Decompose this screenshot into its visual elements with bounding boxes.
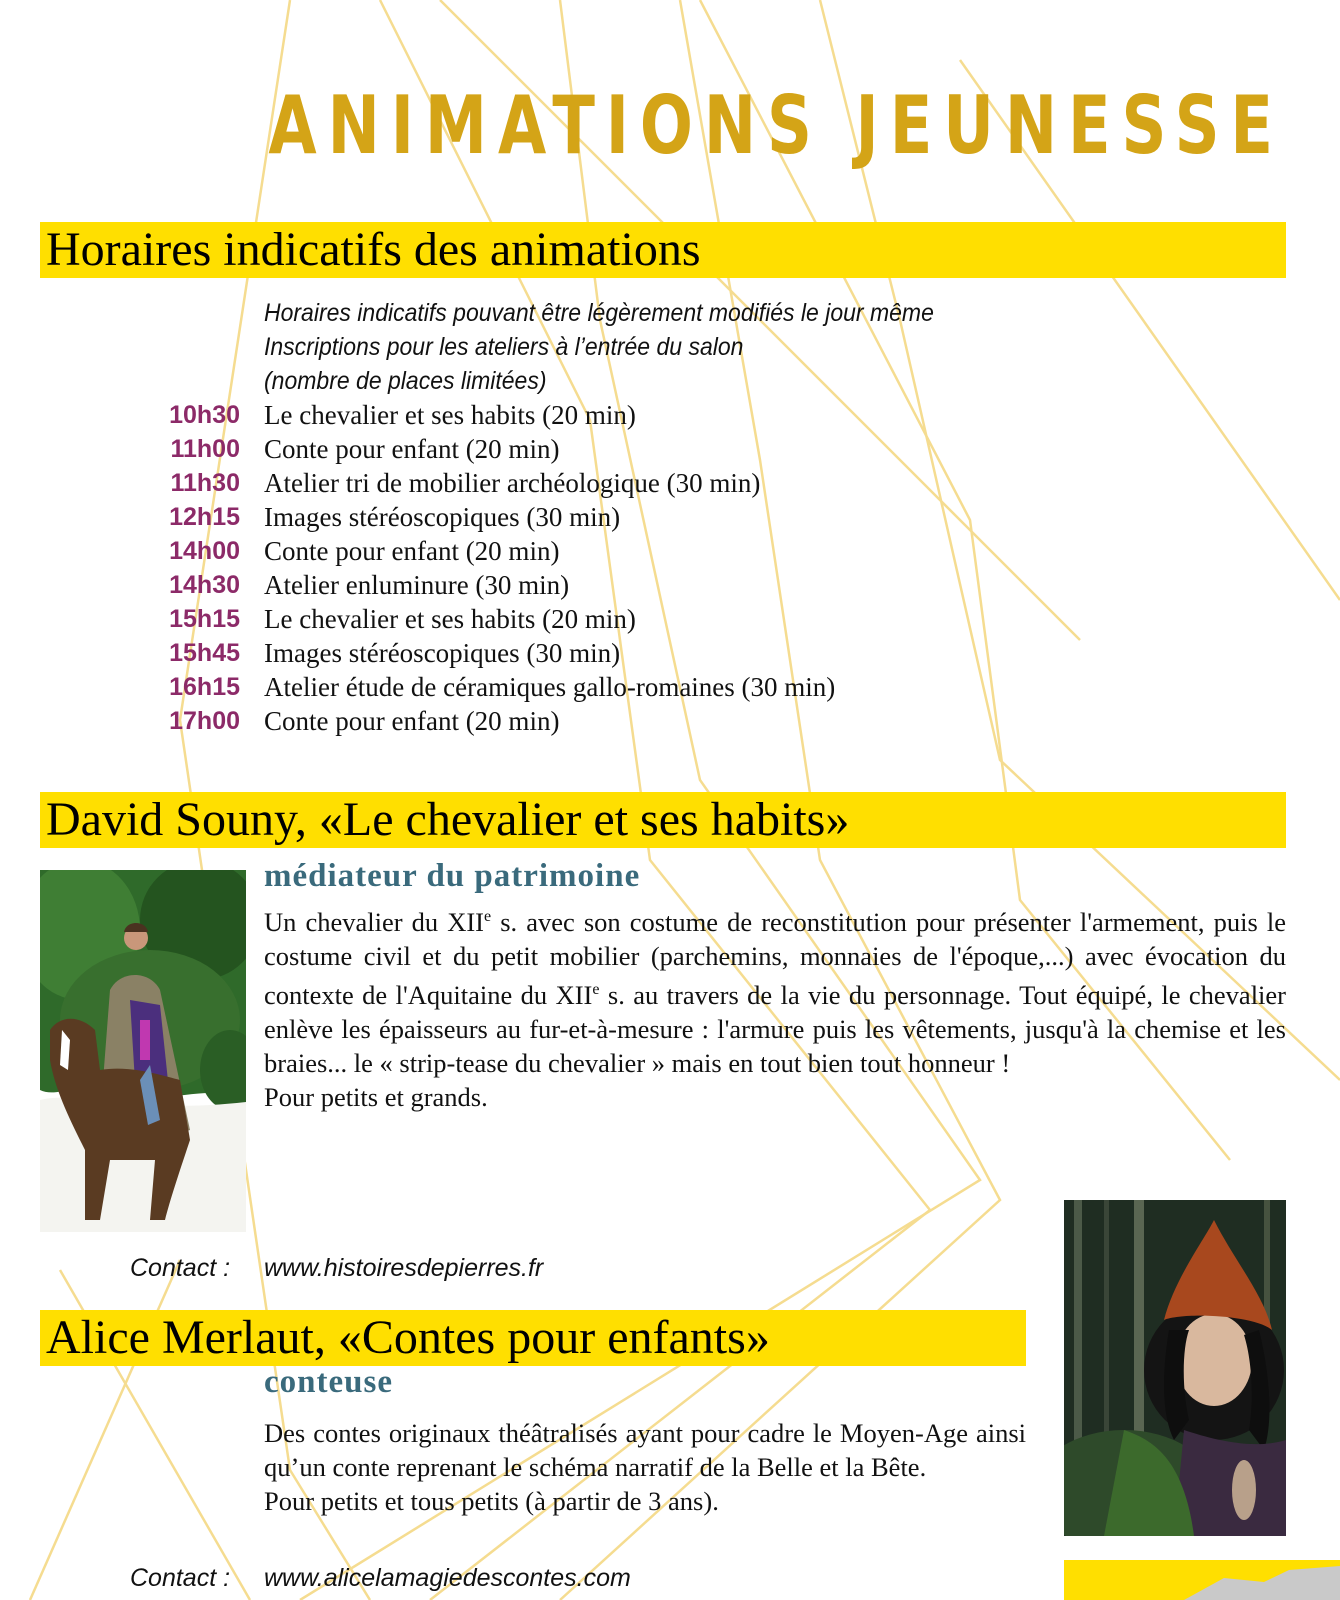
schedule-note: Inscriptions pour les ateliers à l’entrée du salon [264, 333, 744, 361]
schedule-label: Conte pour enfant (20 min) [264, 705, 560, 736]
schedule-heading: Horaires indicatifs des animations [40, 222, 1286, 278]
storyteller-photo [1064, 1200, 1286, 1536]
schedule-row [140, 500, 835, 534]
alice-heading: Alice Merlaut, «Contes pour enfants» [40, 1310, 1026, 1366]
schedule-row [140, 534, 835, 568]
schedule-row [140, 602, 835, 636]
david-paragraph: Pour petits et grands. [264, 1081, 488, 1112]
schedule-time: 15h15 [169, 604, 240, 633]
alice-contact-label: Contact : [130, 1564, 231, 1592]
schedule-row [140, 466, 835, 500]
superscript-e: e [484, 908, 492, 925]
alice-contact-link[interactable]: www.alicelamagiedescontes.com [264, 1564, 631, 1592]
schedule-label: Images stéréoscopiques (30 min) [264, 501, 621, 532]
page-title: ANIMATIONS JEUNESSE [268, 79, 1284, 172]
schedule-label: Conte pour enfant (20 min) [264, 433, 560, 464]
david-paragraph [264, 900, 1286, 1080]
schedule-label: Images stéréoscopiques (30 min) [264, 637, 621, 668]
schedule-time: 17h00 [169, 706, 240, 735]
david-heading: David Souny, «Le chevalier et ses habits» [40, 792, 1286, 848]
schedule-time: 11h00 [170, 434, 240, 463]
david-contact-label: Contact : [130, 1254, 231, 1282]
alice-paragraph: Pour petits et tous petits (à partir de 3 ans). [264, 1486, 719, 1516]
schedule-note: Horaires indicatifs pouvant être légèrement modifiés le jour même [264, 299, 934, 327]
schedule-notes [264, 296, 934, 398]
david-contact-link[interactable]: www.histoiresdepierres.fr [264, 1254, 544, 1282]
schedule-row [140, 398, 835, 432]
alice-paragraph: Des contes originaux théâtralisés ayant pour cadre le Moyen-Age ainsi qu’un conte reprenant le schéma narratif de la Belle et la Bête. [264, 1418, 1026, 1482]
david-text-part: s. avec son costume de reconstitution pour présenter l'armement, puis le costume civil et du petit mobilier (parchemins, monnaies de l'époque,...) avec évocation du contexte de l'Aquitaine du XII [264, 906, 1287, 1010]
schedule-label: Le chevalier et ses habits (20 min) [264, 603, 636, 634]
schedule-row [140, 704, 835, 738]
schedule-time: 14h30 [169, 570, 240, 599]
alice-role: conteuse [264, 1364, 393, 1400]
schedule-time: 10h30 [169, 400, 240, 429]
schedule-time: 14h00 [169, 536, 240, 565]
superscript-e: e [592, 980, 600, 998]
schedule-row [140, 568, 835, 602]
schedule-label: Atelier enluminure (30 min) [264, 569, 570, 600]
alice-description [264, 1416, 1026, 1518]
schedule-time: 12h15 [169, 502, 240, 531]
schedule-label: Conte pour enfant (20 min) [264, 535, 560, 566]
corner-block [1064, 1560, 1340, 1600]
schedule-row [140, 670, 835, 704]
schedule-list [140, 398, 835, 738]
david-text-part: Un chevalier du XII [264, 906, 485, 937]
david-description [264, 900, 1286, 1114]
schedule-label: Le chevalier et ses habits (20 min) [264, 399, 636, 430]
schedule-note: (nombre de places limitées) [264, 367, 547, 395]
schedule-row [140, 432, 835, 466]
schedule-time: 11h30 [170, 468, 240, 497]
schedule-label: Atelier étude de céramiques gallo-romaines (30 min) [264, 671, 836, 702]
david-text-part: s. au travers de la vie du personnage. Tout équipé, le chevalier enlève les épaisseurs au fur-et-à-mesure : l'armure puis les vêtements, jusqu'à la chemise et les braies... le « strip-tease du chevalier » mais en tout bien tout honneur ! [264, 979, 1286, 1078]
schedule-time: 15h45 [169, 638, 240, 667]
schedule-row [140, 636, 835, 670]
schedule-label: Atelier tri de mobilier archéologique (30 min) [264, 467, 761, 498]
knight-on-horse-photo [40, 870, 246, 1232]
schedule-time: 16h15 [169, 672, 240, 701]
david-role: médiateur du patrimoine [264, 858, 641, 894]
